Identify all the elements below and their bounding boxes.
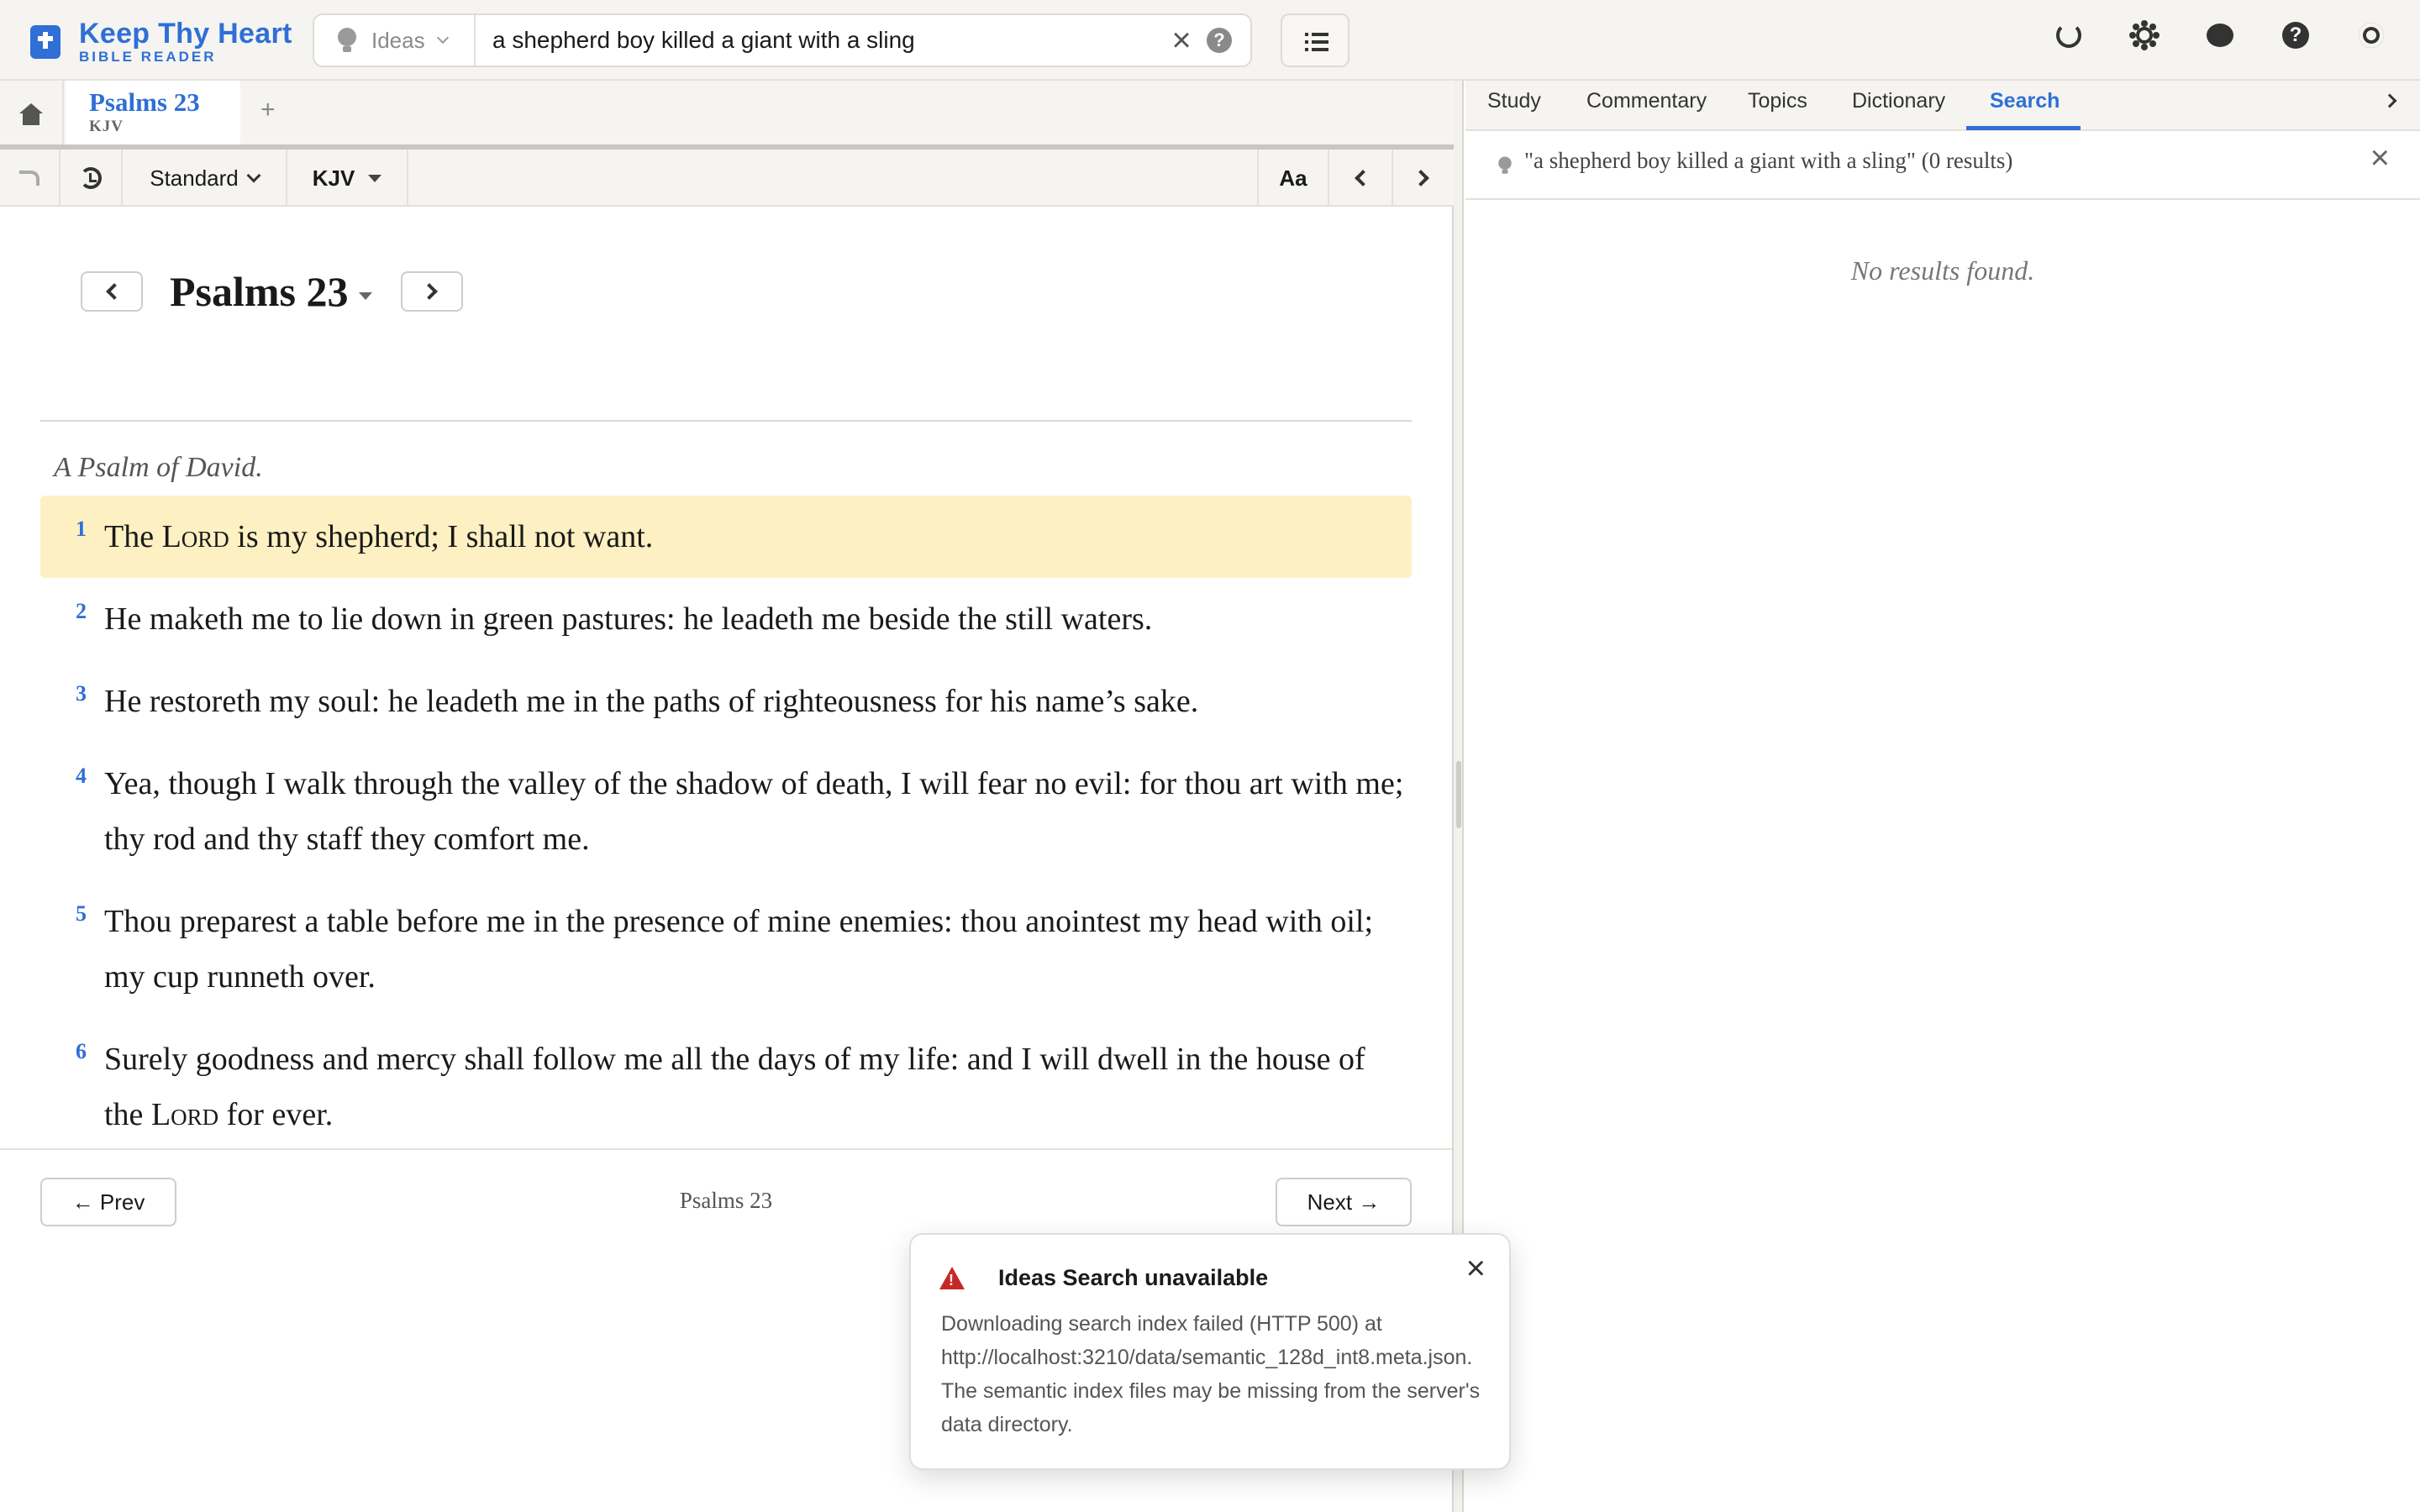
search-mode-label: Ideas: [371, 27, 425, 53]
font-button-label: Aa: [1279, 165, 1307, 191]
app-title: Keep Thy Heart: [79, 18, 292, 50]
verse-2[interactable]: [40, 578, 1412, 660]
verse-6[interactable]: [40, 1018, 1412, 1156]
back-button[interactable]: [0, 150, 60, 207]
verse-number: 2: [76, 599, 87, 623]
top-bar: [0, 0, 2420, 81]
layout-select[interactable]: [123, 150, 287, 207]
verse-3[interactable]: [40, 660, 1412, 743]
layout-select-value: Standard: [150, 165, 239, 191]
verse-text: Surely goodness and mercy shall follow me all the days of my life: and I will dwell in the house of the Lord for ever.: [104, 1042, 1365, 1132]
sun-icon: [2136, 27, 2153, 44]
empty-results-message: No results found.: [1850, 255, 2035, 286]
top-actions: [2054, 20, 2386, 50]
list-icon: [1305, 33, 1328, 51]
feedback-button[interactable]: [2205, 20, 2235, 50]
verse-list: [40, 496, 1412, 1156]
toast-title: Ideas Search unavailable: [998, 1265, 1269, 1290]
next-chapter-toolbar-button[interactable]: [1393, 150, 1454, 207]
verse-text: He maketh me to lie down in green pastures: he leadeth me beside the still waters.: [104, 601, 1153, 637]
help-icon: ?: [2282, 22, 2309, 49]
active-tab-indicator: [1966, 126, 2081, 130]
drag-handle[interactable]: [1456, 761, 1461, 828]
search-query-summary: [1465, 131, 2420, 200]
search-help-icon[interactable]: ?: [1207, 28, 1232, 53]
chat-icon: [2207, 24, 2233, 47]
chevron-right-icon: [2383, 94, 2397, 108]
lightbulb-icon: [1498, 157, 1511, 175]
list-menu-button[interactable]: [1281, 13, 1349, 67]
tab-search[interactable]: Search: [1990, 89, 2060, 113]
home-icon: [19, 103, 43, 125]
search-input[interactable]: a shepherd boy killed a giant with a sling: [492, 27, 915, 53]
verse-number: 3: [76, 681, 87, 706]
verse-number: 6: [76, 1039, 87, 1063]
reader-toolbar: [0, 150, 1454, 207]
study-pane: [1465, 81, 2420, 1512]
chevron-left-icon: [1355, 170, 1371, 186]
translation-select[interactable]: [287, 150, 408, 207]
search-mode-select[interactable]: [314, 15, 476, 66]
add-tab-button[interactable]: +: [260, 96, 276, 123]
translation-select-value: KJV: [312, 165, 355, 191]
verse-number: 4: [76, 764, 87, 788]
tab-study[interactable]: Study: [1487, 89, 1541, 113]
history-icon: [80, 167, 102, 189]
search-bar: [313, 13, 1252, 67]
tab-dictionary[interactable]: Dictionary: [1852, 89, 1946, 113]
tab-translation: KJV: [89, 118, 124, 135]
verse-4[interactable]: [40, 743, 1412, 880]
caret-down-icon: [368, 175, 381, 182]
study-tabs: [1465, 81, 2420, 131]
verse-5[interactable]: [40, 880, 1412, 1018]
psalm-superscription: A Psalm of David.: [54, 452, 263, 483]
error-toast: [909, 1233, 1511, 1470]
chevron-down-icon: [246, 169, 260, 183]
theme-toggle-button[interactable]: [2129, 20, 2160, 50]
prev-chapter-toolbar-button[interactable]: [1329, 150, 1393, 207]
refresh-icon: [2056, 23, 2081, 48]
divine-name: Lord: [150, 1097, 219, 1132]
pager-current-chapter: Psalms 23: [679, 1188, 773, 1213]
verse-text: Thou preparest a table before me in the presence of mine enemies: thou anointest my head with oil; my cup runneth over.: [104, 904, 1373, 995]
chevron-left-icon: [106, 283, 123, 300]
verse-1[interactable]: [40, 496, 1412, 578]
refresh-button[interactable]: [2054, 20, 2084, 50]
help-button[interactable]: [2281, 20, 2311, 50]
settings-button[interactable]: [2356, 20, 2386, 50]
chapter-title[interactable]: Psalms 23: [170, 268, 349, 315]
lightbulb-icon: [338, 28, 356, 53]
search-summary-text: "a shepherd boy killed a giant with a sling" (0 results): [1524, 148, 2013, 173]
tab-strip: [0, 81, 1454, 148]
tab-topics[interactable]: Topics: [1748, 89, 1807, 113]
divine-name: Lord: [161, 519, 229, 554]
next-chapter-button[interactable]: [401, 271, 463, 312]
font-settings-button[interactable]: [1257, 150, 1329, 207]
next-page-button[interactable]: Next →: [1276, 1178, 1412, 1226]
verse-text: The Lord is my shepherd; I shall not want.: [104, 519, 654, 554]
warning-exclamation: !: [949, 1272, 954, 1289]
app-logo[interactable]: [30, 18, 292, 66]
close-search-results-icon[interactable]: ×: [2370, 139, 2390, 176]
more-tabs-button[interactable]: [2385, 96, 2400, 106]
chapter-header: [81, 267, 463, 316]
undo-arrow-icon: [19, 171, 39, 186]
verse-text: Yea, though I walk through the valley of the shadow of death, I will fear no evil: for thou art with me; thy rod and thy staff they comfort me.: [104, 766, 1404, 857]
chevron-down-icon: [437, 32, 449, 44]
tab-psalms-23[interactable]: [66, 81, 240, 148]
chevron-right-icon: [421, 283, 438, 300]
app-subtitle: BIBLE READER: [79, 49, 217, 65]
home-button[interactable]: [0, 81, 64, 148]
tab-title: Psalms 23: [89, 87, 200, 117]
verse-number: 5: [76, 901, 87, 926]
chevron-right-icon: [1413, 170, 1429, 186]
chapter-dropdown-icon[interactable]: [359, 292, 372, 300]
verse-text: He restoreth my soul: he leadeth me in the paths of righteousness for his name’s sake.: [104, 684, 1199, 719]
close-toast-icon[interactable]: ×: [1465, 1250, 1486, 1287]
tab-commentary[interactable]: Commentary: [1586, 89, 1707, 113]
history-button[interactable]: [60, 150, 123, 207]
header-divider: [40, 420, 1412, 422]
footer-divider: [0, 1148, 1452, 1150]
clear-search-icon[interactable]: ×: [1171, 22, 1192, 59]
prev-page-button[interactable]: ← Prev: [40, 1178, 176, 1226]
verse-number: 1: [76, 517, 87, 541]
prev-chapter-button[interactable]: [81, 271, 143, 312]
toast-message: Downloading search index failed (HTTP 500) at http://localhost:3210/data/semantic_128d_int8.meta.json. The semantic index files may be missing from the server's data directory.: [941, 1312, 1481, 1436]
bible-icon: [30, 25, 60, 59]
gear-icon: [2359, 23, 2384, 48]
